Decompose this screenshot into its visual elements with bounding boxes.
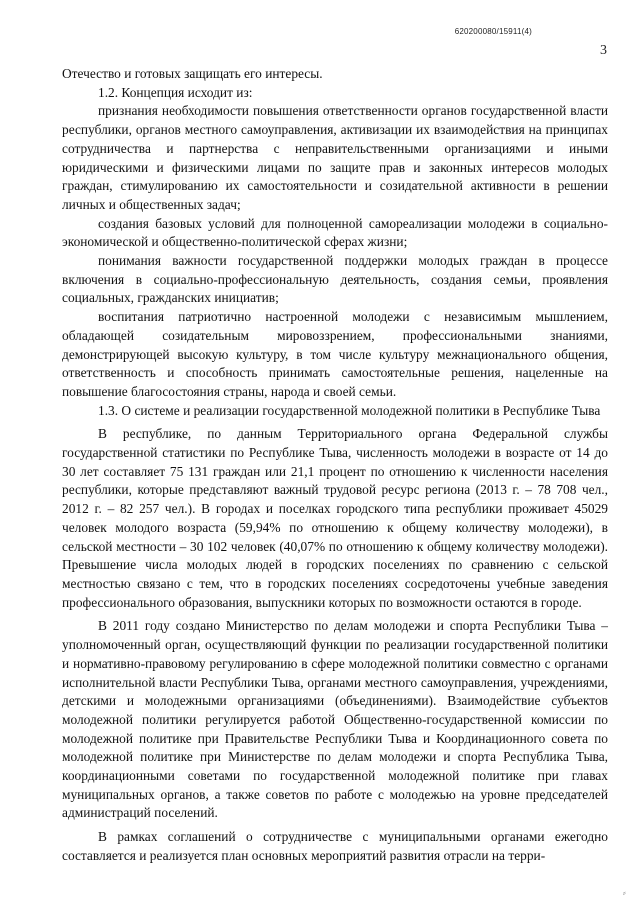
document-body [62,65,608,866]
paragraph-concept-point-2: создания базовых условий для полноценной самореализации молодежи в социально-экономической и общественно-политической сферах жизни; [62,215,608,250]
scan-artifact-mark: ⸗ [622,888,626,899]
page-number: 3 [600,43,607,58]
section-heading-1-3: 1.3. О системе и реализации государственной молодежной политики в Республике Тыва [98,402,601,418]
paragraph-concept-point-4: воспитания патриотично настроенной молодежи с независимым мышлением, обладающей созидательным мировоззрением, профессиональными знаниями, демонстрирующей высокую культуру, в том числе культуру межнационального общения, ответственность и способность принимать самостоятельные решения, нацеленные на повышение благосостояния страны, народа и своей семьи. [62,309,608,399]
section-heading-1-2: 1.2. Концепция исходит из: [98,84,253,100]
paragraph-concept-point-3: понимания важности государственной поддержки молодых граждан в процессе включения в социально-профессиональную деятельность, создания семьи, проявления социальных, гражданских инициатив; [62,253,608,306]
paragraph-ministry: В 2011 году создано Министерство по делам молодежи и спорта Республики Тыва – уполномоченный орган, осуществляющий функции по реализации государственной политики и нормативно-правовому регулированию в сфере молодежной политики совместно с органами исполнительной власти Республики Тыва, органами местного самоуправления, учреждениями, детскими и молодежными организациями (объединениями). Взаимодействие субъектов молодежной политики регулируется работой Общественно-государственной комиссии по молодежной политике при Правительстве Республики Тыва и Координационного совета по молодежной политике при Министерстве по делам молодежи и спорта Республика Тыва, координационными советами по государственной молодежной политике при главах муниципальных органов, а также советов по работе с молодежью на уровне председателей администраций поселений. [62,618,608,821]
document-id: 620200080/15911(4) [454,27,532,36]
paragraph-concept-point-1: признания необходимости повышения ответственности органов государственной власти республики, органов местного самоуправления, активизации их взаимодействия на принципах сотрудничества и партнерства с неправительственными организациями и иными юридическими и физическими лицами по защите прав и законных интересов молодых граждан, стимулированию их самостоятельности и созидательной активности в решении личных и общественных задач; [62,103,608,212]
paragraph-continuation: Отечество и готовых защищать его интересы. [62,66,323,81]
paragraph-agreements: В рамках соглашений о сотрудничестве с муниципальными органами ежегодно составляется и реализуется план основных мероприятий развития отрасли на терри- [62,829,608,863]
paragraph-youth-statistics: В республике, по данным Территориального органа Федеральной службы государственной статистики по Республике Тыва, численность молодежи в возрасте от 14 до 30 лет составляет 75 131 граждан или 21,1 процент по отношению к численности населения республики, которые представляют важный трудовой ресурс региона (2013 г. – 78 708 чел., 2012 г. – 82 257 чел.). В городах и поселках городского типа республики проживает 45029 человек молодого возраста (59,94% по отношению к общему количеству молодежи), в сельской местности – 30 102 человек (40,07% по отношению к общему количеству молодежи). Превышение числа молодых людей в городских поселениях по сравнению с сельской местностью связано с тем, что в городских поселениях сосредоточены учебные заведения профессионального образования, выпускники которых по возможности остаются в городе. [62,426,608,610]
